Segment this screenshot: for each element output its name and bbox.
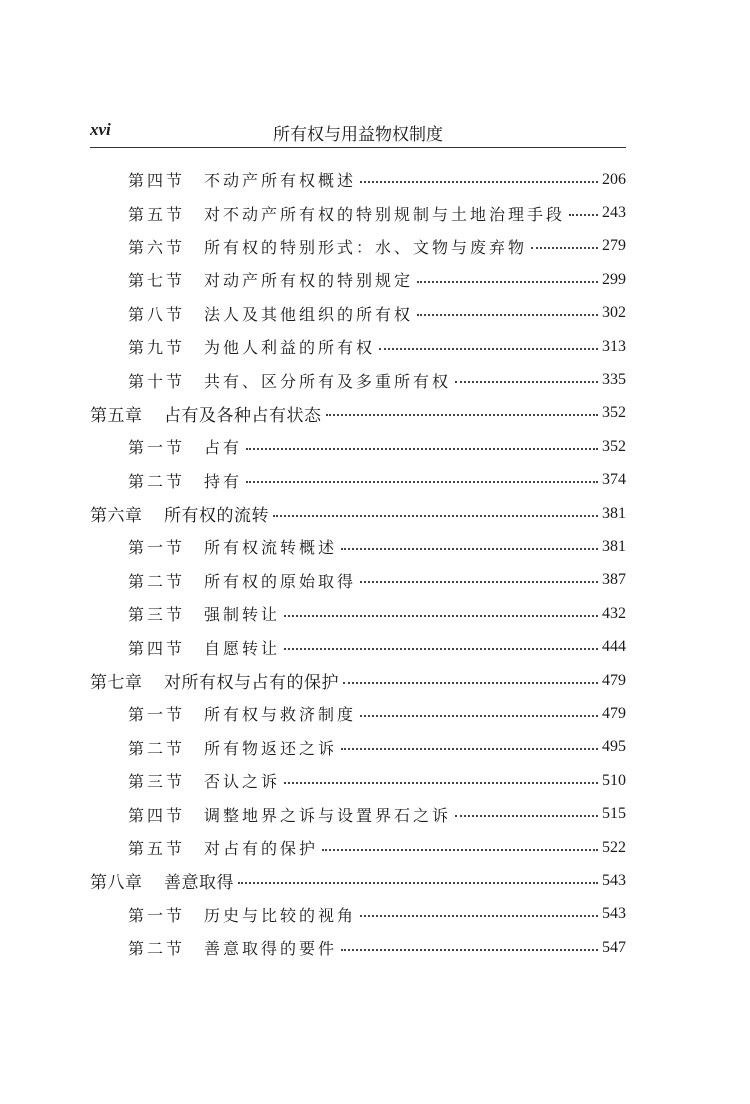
section-number: 第一节 xyxy=(128,438,186,458)
section-number: 第三节 xyxy=(128,605,186,625)
section-number: 第二节 xyxy=(128,571,186,591)
section-number: 第六节 xyxy=(128,237,186,257)
toc-chapter-entry xyxy=(90,664,626,697)
page-number: xvi xyxy=(90,120,111,139)
section-title: 对不动产所有权的特别规制与土地治理手段 xyxy=(204,204,566,224)
section-title: 所有权的原始取得 xyxy=(204,571,357,591)
section-title: 善意取得的要件 xyxy=(204,939,338,959)
dot-leader xyxy=(417,281,598,283)
section-title: 共有、区分所有及多重所有权 xyxy=(204,371,452,391)
toc-section-entry xyxy=(90,630,626,663)
toc-chapter-entry xyxy=(90,497,626,530)
toc-section-entry xyxy=(90,764,626,797)
toc-section-entry xyxy=(90,931,626,964)
section-title: 所有权的特别形式：水、文物与废弃物 xyxy=(204,237,528,257)
table-of-contents xyxy=(90,163,626,964)
toc-chapter-entry xyxy=(90,397,626,430)
page-reference: 515 xyxy=(602,805,626,823)
chapter-number: 第六章 xyxy=(90,506,143,527)
section-title: 持有 xyxy=(204,471,243,491)
dot-leader xyxy=(531,247,598,249)
toc-section-entry xyxy=(90,797,626,830)
page-reference: 381 xyxy=(602,504,626,522)
section-number: 第一节 xyxy=(128,538,186,558)
section-number: 第十节 xyxy=(128,371,186,391)
dot-leader xyxy=(246,481,598,483)
toc-section-entry xyxy=(90,297,626,330)
section-number: 第四节 xyxy=(128,171,186,191)
toc-section-entry xyxy=(90,163,626,196)
toc-section-entry xyxy=(90,831,626,864)
section-title: 调整地界之诉与设置界石之诉 xyxy=(204,805,452,825)
chapter-title: 占有及各种占有状态 xyxy=(164,405,322,426)
section-number: 第四节 xyxy=(128,638,186,658)
section-number: 第二节 xyxy=(128,738,186,758)
page-reference: 352 xyxy=(602,404,626,422)
page-reference: 479 xyxy=(602,671,626,689)
toc-section-entry xyxy=(90,464,626,497)
toc-section-entry xyxy=(90,697,626,730)
chapter-title: 所有权的流转 xyxy=(164,506,269,527)
section-title: 历史与比较的视角 xyxy=(204,905,357,925)
section-number: 第二节 xyxy=(128,939,186,959)
dot-leader xyxy=(284,648,598,650)
page-reference: 313 xyxy=(602,337,626,355)
toc-section-entry xyxy=(90,363,626,396)
section-title: 所有权流转概述 xyxy=(204,538,338,558)
toc-section-entry xyxy=(90,564,626,597)
dot-leader xyxy=(379,348,598,350)
section-title: 为他人利益的所有权 xyxy=(204,338,376,358)
toc-section-entry xyxy=(90,430,626,463)
dot-leader xyxy=(360,181,598,183)
dot-leader xyxy=(322,849,598,851)
section-number: 第九节 xyxy=(128,338,186,358)
page-reference: 243 xyxy=(602,204,626,222)
toc-section-entry xyxy=(90,530,626,563)
toc-section-entry xyxy=(90,196,626,229)
section-title: 不动产所有权概述 xyxy=(204,171,357,191)
page-reference: 387 xyxy=(602,571,626,589)
header-rule xyxy=(90,147,626,148)
chapter-number: 第八章 xyxy=(90,873,143,894)
page-reference: 206 xyxy=(602,170,626,188)
dot-leader xyxy=(455,815,598,817)
dot-leader xyxy=(341,748,598,750)
section-number: 第八节 xyxy=(128,304,186,324)
dot-leader xyxy=(246,448,598,450)
section-number: 第五节 xyxy=(128,204,186,224)
toc-section-entry xyxy=(90,597,626,630)
chapter-title: 对所有权与占有的保护 xyxy=(164,673,339,694)
section-number: 第一节 xyxy=(128,705,186,725)
chapter-number: 第七章 xyxy=(90,673,143,694)
section-number: 第四节 xyxy=(128,805,186,825)
toc-section-entry xyxy=(90,230,626,263)
toc-section-entry xyxy=(90,898,626,931)
section-title: 法人及其他组织的所有权 xyxy=(204,304,414,324)
section-title: 对占有的保护 xyxy=(204,839,319,858)
running-title: 所有权与用益物权制度 xyxy=(273,125,443,145)
page-reference: 522 xyxy=(602,838,626,856)
page-reference: 444 xyxy=(602,638,626,656)
page-reference: 495 xyxy=(602,738,626,756)
page-reference: 352 xyxy=(602,437,626,455)
dot-leader xyxy=(569,214,598,216)
toc-section-entry xyxy=(90,330,626,363)
page-header xyxy=(90,120,626,148)
chapter-number: 第五章 xyxy=(90,405,143,426)
dot-leader xyxy=(455,381,598,383)
page-reference: 335 xyxy=(602,371,626,389)
section-number: 第三节 xyxy=(128,772,186,792)
page-reference: 547 xyxy=(602,938,626,956)
dot-leader xyxy=(343,682,598,684)
toc-section-entry xyxy=(90,731,626,764)
dot-leader xyxy=(360,915,598,917)
section-title: 所有权与救济制度 xyxy=(204,705,357,725)
dot-leader xyxy=(341,548,598,550)
dot-leader xyxy=(360,715,598,717)
page-reference: 479 xyxy=(602,704,626,722)
page-reference: 374 xyxy=(602,471,626,489)
section-number: 第一节 xyxy=(128,905,186,925)
dot-leader xyxy=(238,882,598,884)
dot-leader xyxy=(417,314,598,316)
dot-leader xyxy=(326,414,599,416)
page-reference: 302 xyxy=(602,304,626,322)
dot-leader xyxy=(284,782,598,784)
dot-leader xyxy=(284,615,598,617)
section-number: 第七节 xyxy=(128,271,186,291)
toc-chapter-entry xyxy=(90,864,626,897)
section-title: 所有物返还之诉 xyxy=(204,738,338,758)
dot-leader xyxy=(341,949,598,951)
section-title: 自愿转让 xyxy=(204,638,281,658)
section-number: 第五节 xyxy=(128,839,186,858)
chapter-title: 善意取得 xyxy=(164,873,234,894)
section-title: 否认之诉 xyxy=(204,772,281,792)
page-reference: 299 xyxy=(602,270,626,288)
section-title: 对动产所有权的特别规定 xyxy=(204,271,414,291)
section-title: 强制转让 xyxy=(204,605,281,625)
toc-section-entry xyxy=(90,263,626,296)
page-reference: 381 xyxy=(602,537,626,555)
dot-leader xyxy=(360,581,598,583)
page-reference: 543 xyxy=(602,905,626,923)
page-reference: 279 xyxy=(602,237,626,255)
section-title: 占有 xyxy=(204,438,243,458)
dot-leader xyxy=(273,515,598,517)
page-reference: 432 xyxy=(602,604,626,622)
page-reference: 543 xyxy=(602,871,626,889)
section-number: 第二节 xyxy=(128,471,186,491)
page-reference: 510 xyxy=(602,771,626,789)
